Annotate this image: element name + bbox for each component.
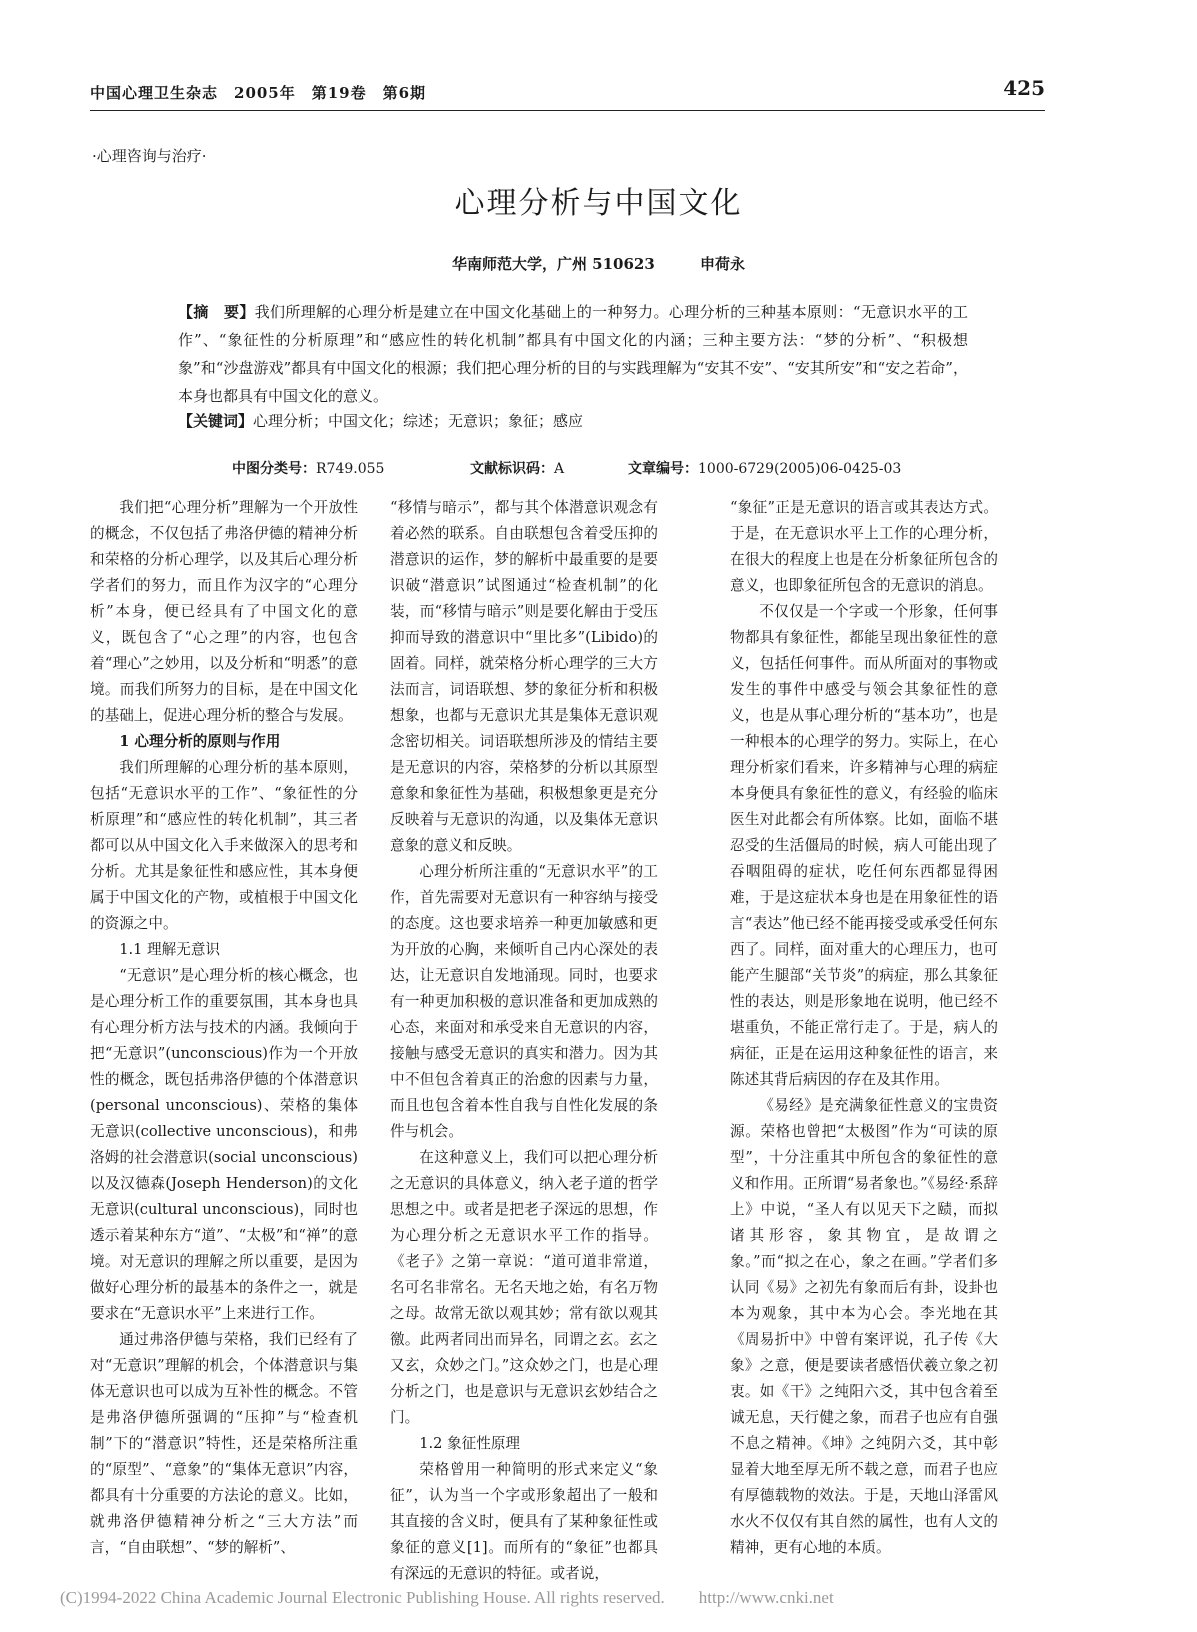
clc-number: [232, 458, 384, 478]
author-line: [0, 253, 1197, 274]
subsection-heading: 1.2 象征性原理: [419, 1435, 521, 1452]
article-number: [628, 458, 901, 478]
paragraph: 我们把“心理分析”理解为一个开放性的概念，不仅包括了弗洛伊德的精神分析和荣格的分析心理学，以及其后心理分析学者们的努力，而且作为汉字的“心理分析”本身，便已经具有了中国文化的意义，既包含了“心之理”的内容，也包含着“理心”之妙用，以及分析和“明悉”的意境。而我们所努力的目标，是在中国文化的基础上，促进心理分析的整合与发展。: [90, 499, 358, 724]
article-title: 心理分析与中国文化: [454, 186, 743, 221]
author-affiliation: 华南师范大学，广州 510623: [451, 255, 655, 273]
clc-label: 中图分类号：: [232, 461, 316, 477]
paragraph: 心理分析所注重的“无意识水平”的工作，首先需要对无意识有一种容纳与接受的态度。这也要求培养一种更加敏感和更为开放的心胸，来倾听自己内心深处的表达，让无意识自发地涌现。同时，也要求有一种更加积极的意识准备和更加成熟的心态，来面对和承受来自无意识的内容，接触与感受无意识的真实和潜力。因为其中不但包含着真正的治愈的因素与力量，而且也包含着本性自我与自性化发展的条件与机会。: [390, 863, 658, 1140]
paragraph: 通过弗洛伊德与荣格，我们已经有了对“无意识”理解的机会，个体潜意识与集体无意识也可以成为互补性的概念。不管是弗洛伊德所强调的“压抑”与“检查机制”下的“潜意识”特性，还是荣格所注重的“原型”、“意象”的“集体无意识”内容，都具有十分重要的方法论的意义。比如，就弗洛伊德精神分析之“三大方法”而言，“自由联想”、“梦的解析”、: [90, 1331, 358, 1556]
abstract-label: 【摘 要】: [178, 303, 255, 321]
paragraph: 《易经》是充满象征性意义的宝贵资源。荣格也曾把“太极图”作为“可读的原型”，十分注重其中所包含的象征性的意义和作用。正所谓“易者象也。”《易经·系辞上》中说，“圣人有以见天下之赜，而拟诸其形容，象其物宜，是故谓之象。”而“拟之在心，象之在画。”学者们多认同《易》之初先有象而后有卦，设卦也本为观象，其中本为心会。李光地在其《周易折中》中曾有案评说，孔子传《大象》之意，便是要读者感悟伏羲立象之初衷。如《干》之纯阳六爻，其中包含着至诚无息，天行健之象，而君子也应有自强不息之精神。《坤》之纯阴六爻，其中彰显着大地至厚无所不载之意，而君子也应有厚德载物的效法。于是，天地山泽雷风水火不仅仅有其自然的属性，也有人文的精神，更有心地的本质。: [730, 1097, 998, 1556]
article-number-label: 文章编号：: [628, 461, 698, 477]
paragraph: 荣格曾用一种简明的形式来定义“象征”，认为当一个字或形象超出了一般和其直接的含义时，便具有了某种象征性或象征的意义[1]。而所有的“象征”也都具有深远的无意识的特征。或者说，: [390, 1461, 658, 1582]
paragraph: “无意识”是心理分析的核心概念，也是心理分析工作的重要氛围，其本身也具有心理分析方法与技术的内涵。我倾向于把“无意识”(unconscious)作为一个开放性的概念，既包括弗洛伊德的个体潜意识(personal unconscious)、荣格的集体无意识(collective unconscious)，和弗洛姆的社会潜意识(social unconscious)以及汉德森(Joseph Henderson)的文化无意识(cultural unconscious)，同时也透示着某种东方“道”、“太极”和“禅”的意境。对无意识的理解之所以重要，是因为做好心理分析的最基本的条件之一，就是要求在“无意识水平”上来进行工作。: [90, 967, 358, 1322]
paragraph: 在这种意义上，我们可以把心理分析之无意识的具体意义，纳入老子道的哲学思想之中。或者是把老子深远的思想，作为心理分析之无意识水平工作的指导。《老子》之第一章说：“道可道非常道，名可名非常名。无名天地之始，有名万物之母。故常无欲以观其妙；常有欲以观其徼。此两者同出而异名，同谓之玄。玄之又玄，众妙之门。”这众妙之门，也是心理分析之门，也是意识与无意识玄妙结合之门。: [390, 1149, 658, 1426]
abstract: [178, 298, 968, 410]
subsection-heading: 1.1 理解无意识: [119, 941, 221, 958]
paragraph: 不仅仅是一个字或一个形象，任何事物都具有象征性，都能呈现出象征性的意义，包括任何事件。而从所面对的事物或发生的事件中感受与领会其象征性的意义，也是从事心理分析的“基本功”，也是一种根本的心理学的努力。实际上，在心理分析家们看来，许多精神与心理的病症本身便具有象征性的意义，有经验的临床医生对此都会有所体察。比如，面临不堪忍受的生活僵局的时候，病人可能出现了吞咽阻碍的症状，吃任何东西都显得困难，于是这症状本身也是在用象征性的语言“表达”他已经不能再接受或承受任何东西了。同样，面对重大的心理压力，也可能产生腿部“关节炎”的病症，那么其象征性的表达，则是形象地在说明，他已经不堪重负，不能正常行走了。于是，病人的病征，正是在运用这种象征性的语言，来陈述其背后病因的存在及其作用。: [730, 603, 998, 1088]
body-column-right: [730, 495, 998, 1561]
paragraph: “移情与暗示”，都与其个体潜意识观念有着必然的联系。自由联想包含着受压抑的潜意识的运作，梦的解析中最重要的是要识破“潜意识”试图通过“检查机制”的化装，而“移情与暗示”则是要化解由于受压抑而导致的潜意识中“里比多”(Libido)的固着。同样，就荣格分析心理学的三大方法而言，词语联想、梦的象征分析和积极想象，也都与无意识尤其是集体无意识观念密切相关。词语联想所涉及的情结主要是无意识的内容，荣格梦的分析以其原型意象和象征性为基础，积极想象更是充分反映着与无意识的沟通，以及集体无意识意象的意义和反映。: [390, 499, 658, 854]
keywords-text: 心理分析；中国文化；综述；无意识；象征；感应: [253, 412, 584, 430]
section-column-label: ·心理咨询与治疗·: [92, 147, 207, 165]
document-code-label: 文献标识码：: [470, 461, 554, 477]
header-rule: [90, 110, 1045, 111]
journal-name: 中国心理卫生杂志 2005年 第19卷 第6期: [90, 84, 427, 102]
document-code-value: A: [554, 461, 565, 477]
paragraph: “象征”正是无意识的语言或其表达方式。于是，在无意识水平上工作的心理分析，在很大的程度上也是在分析象征所包含的意义，也即象征所包含的无意识的消息。: [730, 499, 998, 594]
clc-value: R749.055: [316, 461, 385, 477]
section-heading: 1 心理分析的原则与作用: [119, 733, 281, 750]
paragraph: 我们所理解的心理分析的基本原则，包括“无意识水平的工作”、“象征性的分析原理”和“感应性的转化机制”，其三者都可以从中国文化入手来做深入的思考和分析。尤其是象征性和感应性，其本身便属于中国文化的产物，或植根于中国文化的资源之中。: [90, 759, 358, 932]
article-number-value: 1000-6729(2005)06-0425-03: [698, 461, 902, 477]
page-number: 425: [1003, 76, 1045, 100]
author-name: 申荷永: [700, 255, 746, 273]
abstract-text: 我们所理解的心理分析是建立在中国文化基础上的一种努力。心理分析的三种基本原则：“无意识水平的工作”、“象征性的分析原理”和“感应性的转化机制”都具有中国文化的内涵；三种主要方法：“梦的分析”、“积极想象”和“沙盘游戏”都具有中国文化的根源；我们把心理分析的目的与实践理解为“安其不安”、“安其所安”和“安之若命”，本身也都具有中国文化的意义。: [178, 303, 968, 405]
keywords: [178, 410, 968, 431]
copyright-footer: (C)1994-2022 China Academic Journal Electronic Publishing House. All rights reserved. http://www.cnki.net: [60, 1588, 834, 1607]
keywords-label: 【关键词】: [178, 412, 254, 430]
body-column-middle: [390, 495, 658, 1587]
body-column-left: [90, 495, 358, 1561]
document-code: [470, 458, 564, 478]
